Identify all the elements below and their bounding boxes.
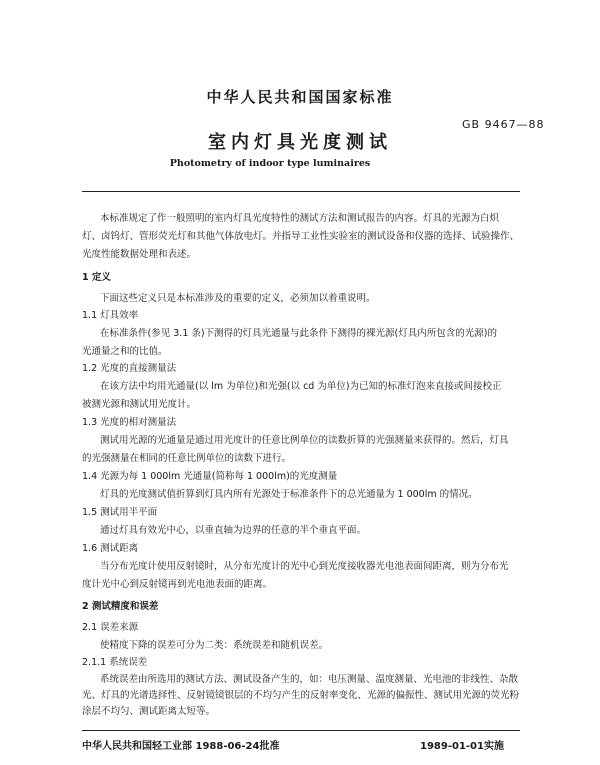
paragraph-line: 系统误差由所选用的测试方法、测试设备产生的，如：电压测量、温度测量、光电池的非线性、杂散 — [100, 674, 519, 685]
intro-paragraph-line: 本标准规定了作一般照明的室内灯具光度特性的测试方法和测试报告的内容。灯具的光源为白炽 — [100, 213, 500, 224]
paragraph-line: 下面这些定义只是本标准涉及的重要的定义，必须加以着重说明。 — [100, 293, 376, 304]
section-heading: 2 测试精度和误差 — [82, 601, 159, 612]
subsection-heading: 1.2 光度的直接测量法 — [82, 363, 177, 374]
paragraph-line: 测试用光源的光通量是通过用光度计的任意比例单位的读数折算的光强测量来获得的。然后，灯具 — [100, 435, 509, 446]
subsection-heading: 1.6 测试距离 — [82, 543, 139, 554]
paragraph-line: 在标准条件(参见 3.1 条)下测得的灯具光通量与此条件下测得的裸光源(灯具内所包含的光源)的 — [100, 328, 497, 339]
standard-category-title: 中华人民共和国国家标准 — [206, 88, 394, 106]
paragraph-line: 光、灯具的光谱选择性、反射镜镜银层的不均匀产生的反射率变化、光源的偏振性、测试用光源的荧光粉 — [82, 690, 520, 701]
subsection-heading: 1.1 灯具效率 — [82, 310, 139, 321]
paragraph-line: 使精度下降的误差可分为二类：系统误差和随机误差。 — [100, 640, 329, 651]
paragraph-line: 度计光中心到反射镜再到光电池表面的距离。 — [82, 579, 273, 590]
implementation-date: 1989-01-01实施 — [420, 741, 504, 752]
footer-divider — [82, 730, 520, 731]
paragraph-line: 涂层不均匀、测试距离太短等。 — [82, 706, 216, 717]
subsection-heading: 1.3 光度的相对测量法 — [82, 417, 177, 428]
document-title: 室内灯具光度测试 — [208, 132, 392, 153]
paragraph-line: 当分布光度计使用反射镜时，从分布光度计的光中心到光度接收器光电池表面间距离，则为分布光 — [100, 561, 509, 572]
subsection-heading: 1.4 光源为每 1 000lm 光通量(简称每 1 000lm)的光度测量 — [82, 471, 338, 482]
paragraph-line: 灯具的光度测试值折算到灯具内所有光源处于标准条件下的总光通量为 1 000lm 的情况。 — [100, 489, 478, 500]
paragraph-line: 在该方法中均用光通量(以 lm 为单位)和光强(以 cd 为单位)为已知的标准灯泡来直接或间接校正 — [100, 381, 502, 392]
intro-paragraph-line: 灯、卤钨灯、管形荧光灯和其他气体放电灯。并指导工业性实验室的测试设备和仪器的选择、试验操作、 — [82, 231, 520, 242]
approval-statement: 中华人民共和国轻工业部 1988-06-24批准 — [82, 741, 280, 752]
subsection-heading: 1.5 测试用半平面 — [82, 507, 158, 518]
subsection-heading: 2.1.1 系统误差 — [82, 657, 148, 668]
paragraph-line: 被测光源和测试用光度计。 — [82, 399, 197, 410]
paragraph-line: 通过灯具有效光中心，以垂直轴为边界的任意的半个垂直平面。 — [100, 525, 367, 536]
intro-paragraph-line: 光度性能数据处理和表述。 — [82, 249, 197, 260]
paragraph-line: 的光强测量在相同的任意比例单位的读数下进行。 — [82, 453, 292, 464]
paragraph-line: 光通量之和的比值。 — [82, 346, 168, 357]
section-heading: 1 定义 — [82, 272, 111, 283]
standard-number: GB 9467—88 — [462, 118, 545, 131]
header-divider — [82, 191, 520, 192]
document-title-english: Photometry of indoor type luminaires — [169, 158, 371, 169]
subsection-heading: 2.1 误差来源 — [82, 622, 139, 633]
